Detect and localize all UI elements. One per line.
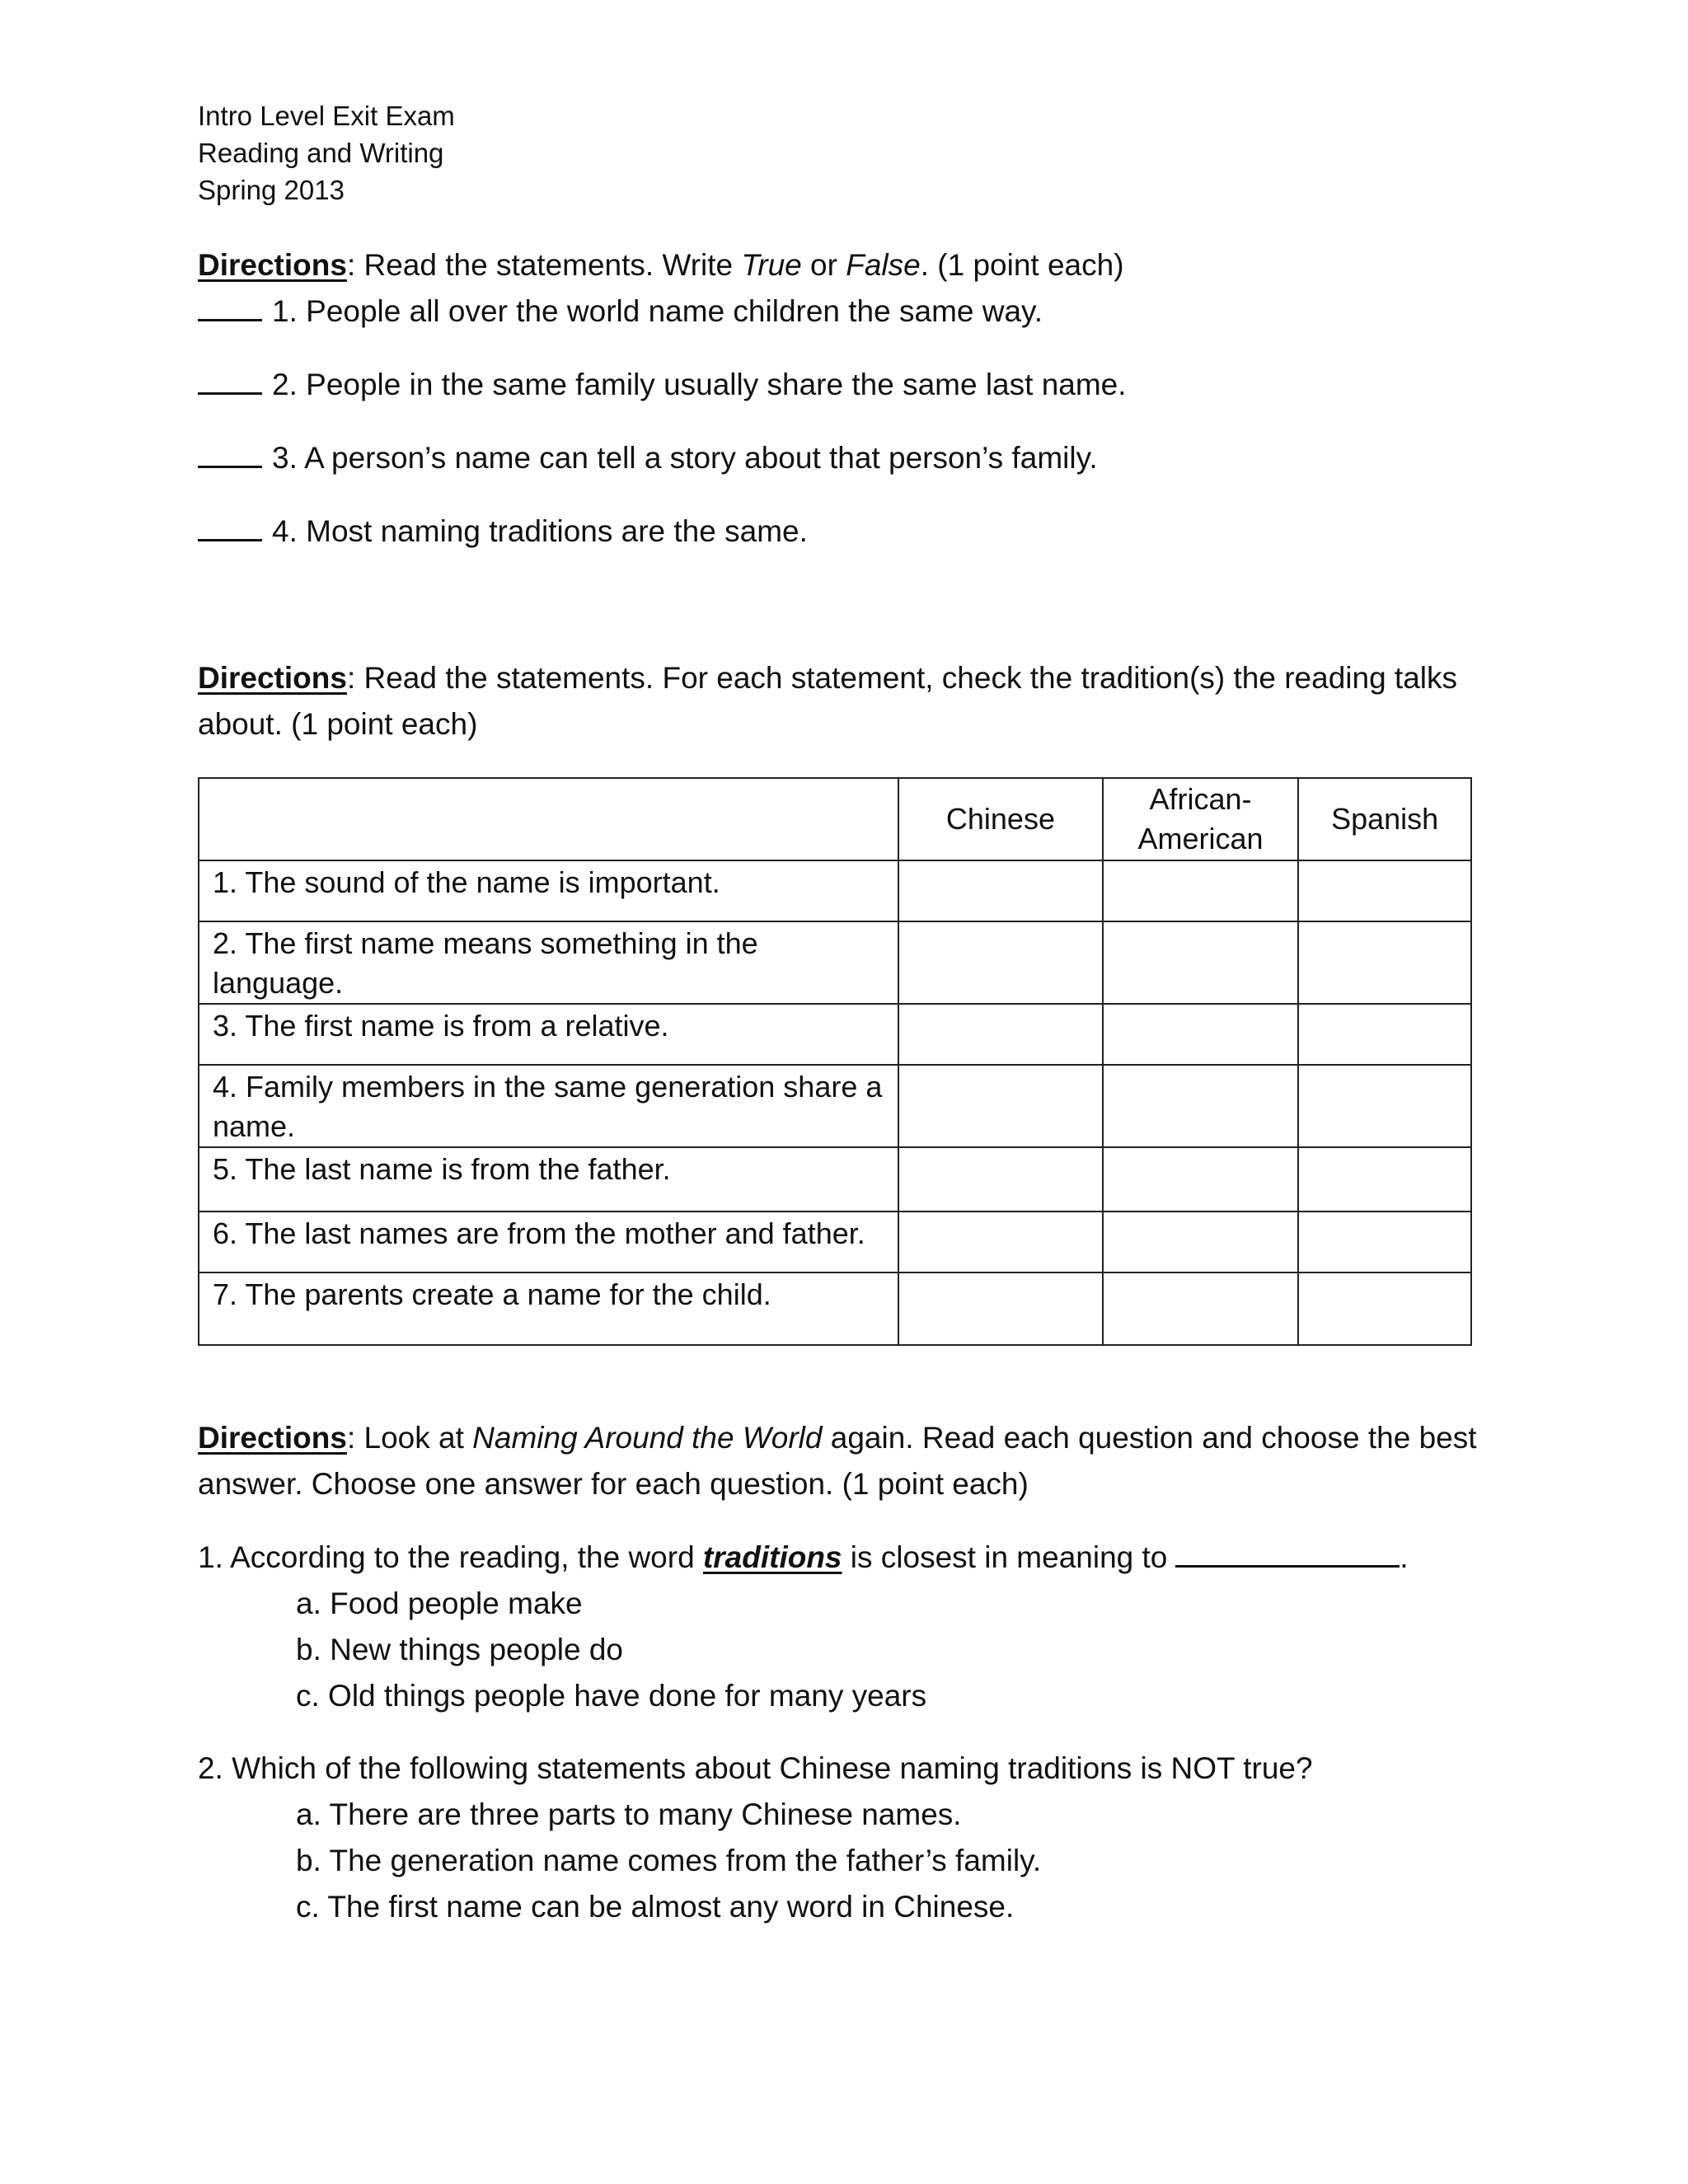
check-cell-chinese[interactable] [898,1147,1103,1212]
table-row [199,1212,1471,1272]
table-row [199,860,1471,921]
answer-option[interactable]: a. There are three parts to many Chinese names. [296,1797,962,1831]
check-cell-spanish[interactable] [1298,1004,1471,1065]
check-cell-african-american[interactable] [1103,860,1299,921]
item-text: 1. People all over the world name children the same way. [272,294,1043,328]
answer-option[interactable]: c. The first name can be almost any word in Chinese. [296,1890,1015,1924]
column-header-chinese: Chinese [898,778,1103,860]
check-cell-african-american[interactable] [1103,1004,1299,1065]
answer-blank[interactable] [198,438,262,468]
table-row [199,1147,1471,1212]
check-cell-spanish[interactable] [1298,1147,1471,1212]
directions-text: : Look at [346,1421,473,1455]
exam-term: Spring 2013 [198,175,345,205]
statement-cell: 5. The last name is from the father. [199,1147,898,1212]
check-cell-spanish[interactable] [1298,860,1471,921]
statement-cell: 3. The first name is from a relative. [199,1004,898,1065]
check-cell-chinese[interactable] [898,1272,1103,1345]
check-cell-african-american[interactable] [1103,1272,1299,1345]
statement-cell: 2. The first name means something in the language. [199,921,898,1004]
directions-suffix: again. Read each question and choose the best answer. Choose one answer for each question. (1 point each) [198,1421,1477,1501]
section2-directions [198,655,1484,748]
answer-option[interactable]: b. The generation name comes from the father’s family. [296,1844,1042,1877]
column-header-spanish: Spanish [1298,778,1471,860]
false-word: False [846,248,921,282]
true-false-item [198,435,1098,481]
exam-title: Intro Level Exit Exam [198,101,455,131]
statement-cell: 1. The sound of the name is important. [199,860,898,921]
true-false-item [198,288,1043,335]
column-header-text: African- American [1137,782,1264,855]
check-cell-african-american[interactable] [1103,1212,1299,1272]
answer-blank[interactable] [198,511,262,541]
item-text: 4. Most naming traditions are the same. [272,514,808,548]
question-2: 2. Which of the following statements about Chinese naming traditions is NOT true? [198,1751,1313,1785]
table-row [199,1272,1471,1345]
traditions-table [198,777,1472,1346]
answer-option[interactable]: c. Old things people have done for many years [296,1679,927,1713]
statement-cell: 6. The last names are from the mother and father. [199,1212,898,1272]
true-false-item [198,362,1127,408]
question-end: . [1400,1540,1409,1574]
check-cell-african-american[interactable] [1103,1147,1299,1212]
header-empty-cell [199,778,898,860]
question-text: 1. According to the reading, the word [198,1540,703,1574]
table-row [199,921,1471,1004]
true-word: True [741,248,802,282]
table-header-row [199,778,1471,860]
answer-blank[interactable] [1175,1537,1400,1568]
column-header-african-american [1103,778,1299,860]
question-keyword: traditions [702,1540,842,1574]
check-cell-chinese[interactable] [898,1212,1103,1272]
answer-option[interactable]: b. New things people do [296,1633,623,1666]
question-text-suffix: is closest in meaning to [842,1540,1168,1574]
check-cell-chinese[interactable] [898,1065,1103,1147]
directions-label: Directions [198,248,347,282]
directions-label: Directions [198,661,347,695]
check-cell-african-american[interactable] [1103,921,1299,1004]
section1-directions [198,242,1124,288]
check-cell-chinese[interactable] [898,860,1103,921]
check-cell-spanish[interactable] [1298,1212,1471,1272]
exam-subject: Reading and Writing [198,138,444,168]
table-row [199,1004,1471,1065]
check-cell-chinese[interactable] [898,1004,1103,1065]
item-text: 3. A person’s name can tell a story about that person’s family. [272,441,1098,475]
check-cell-spanish[interactable] [1298,1065,1471,1147]
check-cell-chinese[interactable] [898,921,1103,1004]
directions-suffix: . (1 point each) [920,248,1124,282]
answer-option[interactable]: a. Food people make [296,1586,583,1620]
question-1 [198,1535,1409,1581]
or-word: or [801,248,846,282]
table-row [199,1065,1471,1147]
statement-cell: 7. The parents create a name for the child. [199,1272,898,1345]
answer-blank[interactable] [198,364,262,395]
directions-label: Directions [198,1421,347,1455]
check-cell-spanish[interactable] [1298,921,1471,1004]
directions-text: : Read the statements. For each statement, check the tradition(s) the reading talks about. (1 point each) [198,661,1458,741]
true-false-item [198,509,808,555]
section3-directions [198,1415,1492,1507]
statement-cell: 4. Family members in the same generation share a name. [199,1065,898,1147]
item-text: 2. People in the same family usually share the same last name. [272,368,1127,401]
directions-text: : Read the statements. Write [346,248,742,282]
check-cell-african-american[interactable] [1103,1065,1299,1147]
answer-blank[interactable] [198,291,262,321]
check-cell-spanish[interactable] [1298,1272,1471,1345]
reading-title: Naming Around the World [472,1421,823,1455]
